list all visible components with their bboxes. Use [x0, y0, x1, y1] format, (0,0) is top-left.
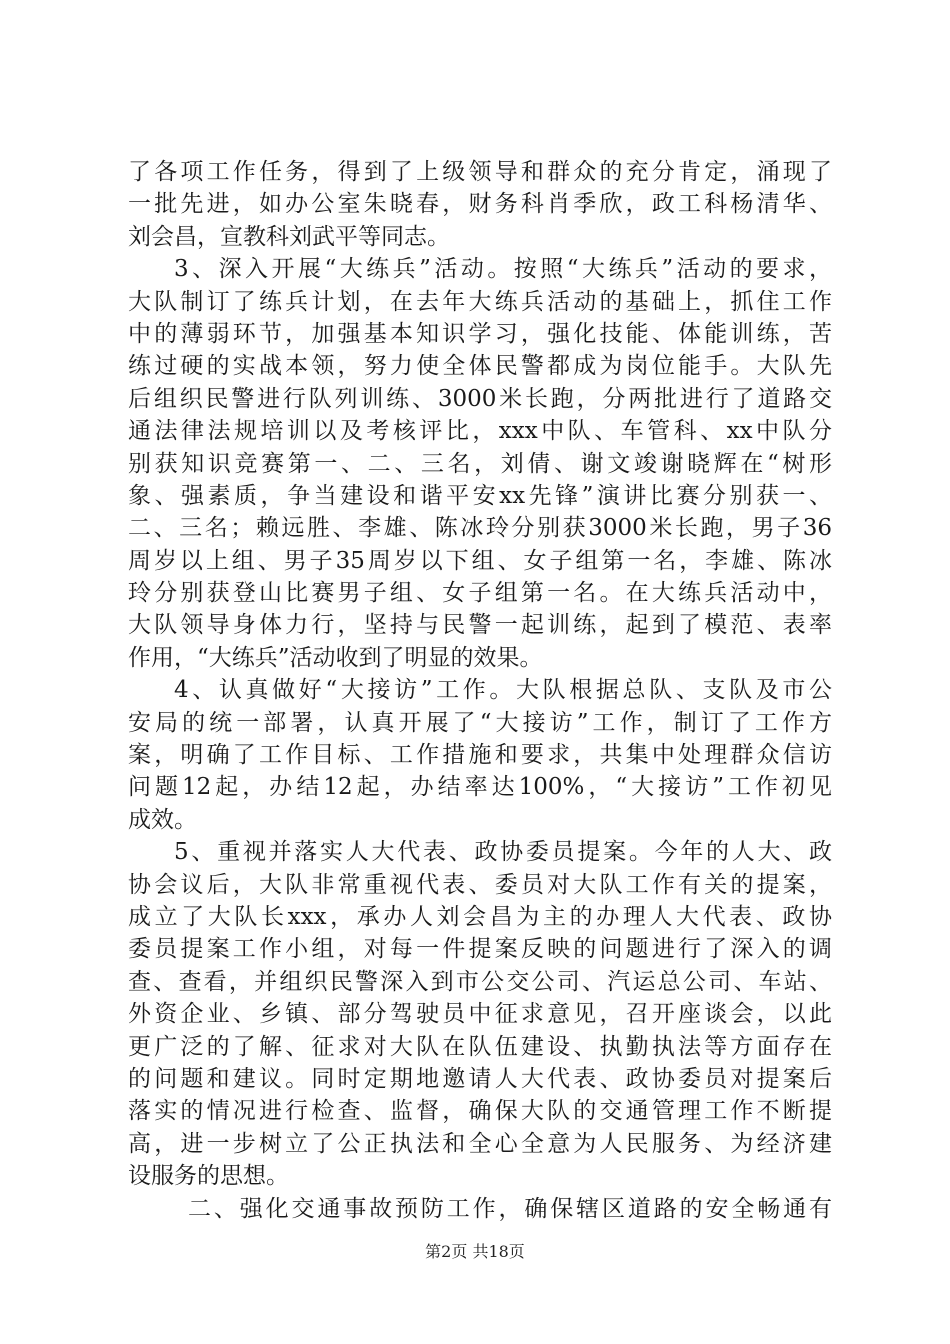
- text-line: 案，明确了工作目标、工作措施和要求，共集中处理群众信访: [128, 742, 832, 769]
- text-line: 委员提案工作小组，对每一件提案反映的问题进行了深入的调: [128, 936, 832, 963]
- text-line: 作用，“大练兵”活动收到了明显的效果。: [128, 644, 543, 671]
- text-line: 二、三名；赖远胜、李雄、陈冰玲分别获3000米长跑，男子36: [128, 515, 832, 542]
- text-line: 别获知识竞赛第一、二、三名，刘倩、谢文竣谢晓辉在“树形: [128, 450, 832, 477]
- text-line: 后组织民警进行队列训练、3000米长跑，分两批进行了道路交: [128, 385, 832, 412]
- text-line: 周岁以上组、男子35周岁以下组、女子组第一名，李雄、陈冰: [128, 547, 832, 574]
- text-line: 外资企业、乡镇、部分驾驶员中征求意见，召开座谈会，以此: [128, 1001, 832, 1028]
- text-line: 中的薄弱环节，加强基本知识学习，强化技能、体能训练，苦: [128, 320, 832, 347]
- text-line: 高，进一步树立了公正执法和全心全意为人民服务、为经济建: [128, 1130, 832, 1157]
- text-line: 象、强素质，争当建设和谐平安xx先锋”演讲比赛分别获一、: [128, 482, 832, 509]
- text-line: 落实的情况进行检查、监督，确保大队的交通管理工作不断提: [128, 1098, 832, 1125]
- text-line: 协会议后，大队非常重视代表、委员对大队工作有关的提案，: [128, 871, 832, 898]
- text-line: 成立了大队长xxx，承办人刘会昌为主的办理人大代表、政协: [128, 903, 832, 930]
- text-line: 通法律法规培训以及考核评比，xxx中队、车管科、xx中队分: [128, 418, 832, 445]
- text-line: 玲分别获登山比赛男子组、女子组第一名。在大练兵活动中，: [128, 580, 832, 607]
- page-number-footer: 第2页 共18页: [425, 1242, 525, 1261]
- text-line: 了各项工作任务，得到了上级领导和群众的充分肯定，涌现了: [128, 159, 832, 185]
- text-line: 一批先进，如办公室朱晓春，财务科肖季欣，政工科杨清华、: [128, 191, 832, 218]
- text-line: 刘会昌，宣教科刘武平等同志。: [128, 223, 450, 250]
- text-line: 问题12起，办结12起，办结率达100%，“大接访”工作初见: [128, 774, 832, 801]
- text-line: 更广泛的了解、征求对大队在队伍建设、执勤执法等方面存在: [128, 1033, 832, 1060]
- text-line: 安局的统一部署，认真开展了“大接访”工作，制订了工作方: [128, 709, 832, 736]
- document-body: [128, 156, 832, 1225]
- text-line: 大队领导身体力行，坚持与民警一起训练，起到了模范、表率: [128, 612, 832, 639]
- paragraph-heading-5: 5、重视并落实人大代表、政协委员提案。今年的人大、政: [174, 839, 832, 866]
- paragraph-heading-4: 4、认真做好“大接访”工作。大队根据总队、支队及市公: [174, 677, 832, 704]
- paragraph-heading-3: 3、深入开展“大练兵”活动。按照“大练兵”活动的要求，: [174, 256, 832, 283]
- text-line: 查、查看，并组织民警深入到市公交公司、汽运总公司、车站、: [128, 968, 832, 995]
- section-heading-2: 二、强化交通事故预防工作，确保辖区道路的安全畅通有: [188, 1195, 832, 1222]
- text-line: 设服务的思想。: [128, 1163, 289, 1190]
- text-line: 大队制订了练兵计划，在去年大练兵活动的基础上，抓住工作: [128, 288, 832, 315]
- text-line: 的问题和建议。同时定期地邀请人大代表、政协委员对提案后: [128, 1065, 832, 1092]
- text-line: 成效。: [128, 806, 197, 833]
- text-line: 练过硬的实战本领，努力使全体民警都成为岗位能手。大队先: [128, 353, 832, 380]
